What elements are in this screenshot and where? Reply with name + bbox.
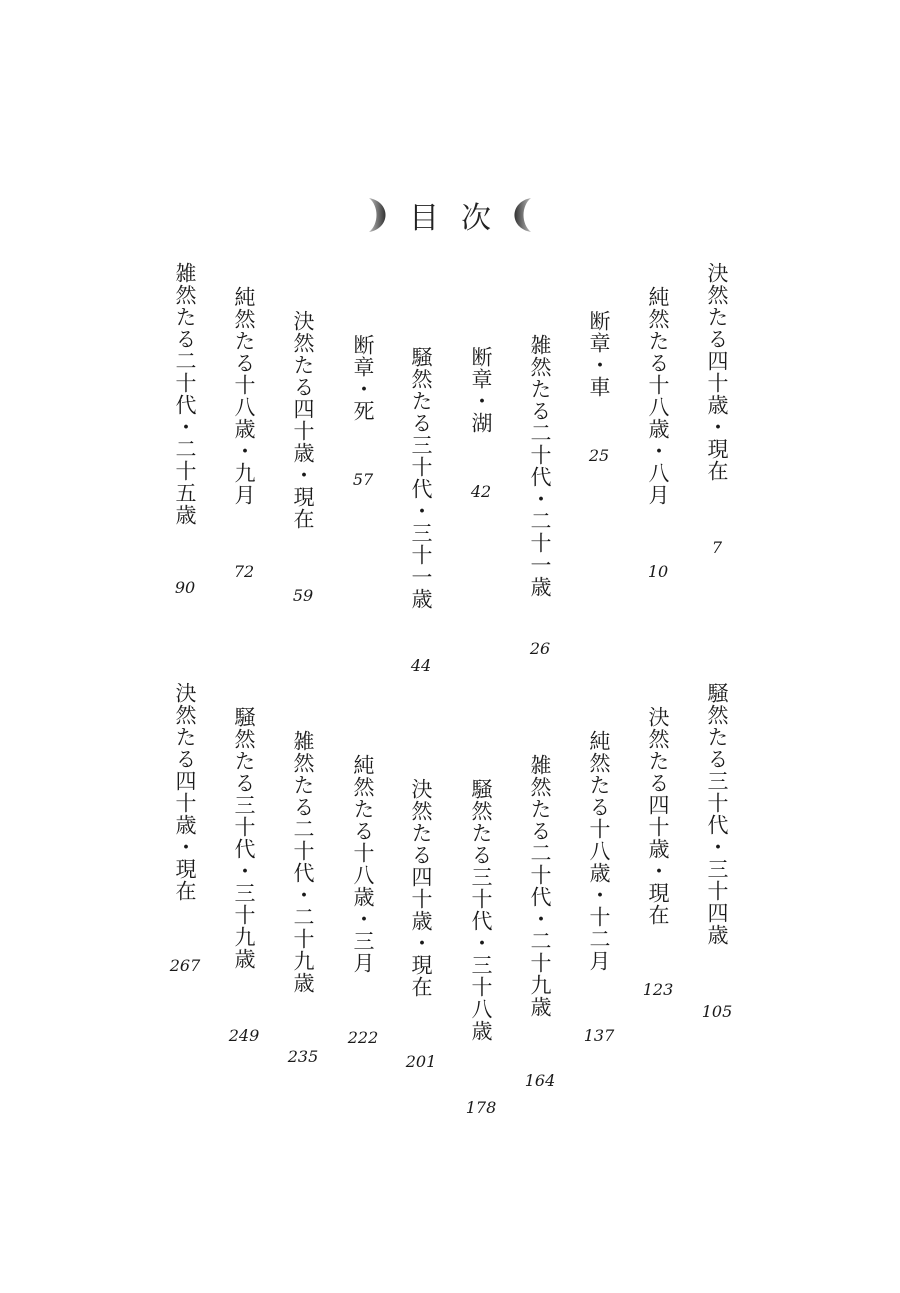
toc-entry-page: 235 bbox=[287, 1047, 319, 1066]
toc-entry[interactable] bbox=[638, 706, 678, 999]
toc-entry[interactable] bbox=[697, 682, 737, 1021]
toc-entry[interactable] bbox=[224, 706, 264, 1045]
toc-entry[interactable] bbox=[401, 778, 441, 1071]
toc-entry-page: 267 bbox=[169, 956, 201, 975]
toc-entry-page: 7 bbox=[711, 538, 723, 557]
toc-entry-page: 72 bbox=[233, 562, 255, 581]
toc-entry-title: 純然たる十八歳・十二月 bbox=[587, 730, 611, 972]
toc-entry-title: 決然たる四十歳・現在 bbox=[409, 778, 433, 998]
toc-entry-title: 断章・車 bbox=[587, 310, 611, 398]
toc-entry[interactable] bbox=[401, 346, 441, 675]
toc-entry-page: 25 bbox=[588, 446, 610, 465]
toc-entry[interactable] bbox=[343, 754, 383, 1047]
toc-entry-title: 決然たる四十歳・現在 bbox=[646, 706, 670, 926]
toc-entry-page: 222 bbox=[347, 1028, 379, 1047]
toc-entry-page: 10 bbox=[647, 562, 669, 581]
toc-entry[interactable] bbox=[224, 286, 264, 581]
toc-entry-page: 137 bbox=[583, 1026, 615, 1045]
toc-entry[interactable] bbox=[165, 682, 205, 975]
toc-entry[interactable] bbox=[579, 310, 619, 465]
toc-entry-title: 雑然たる二十代・二十九歳 bbox=[528, 754, 552, 1018]
toc-entry[interactable] bbox=[520, 334, 560, 658]
toc-entry-page: 249 bbox=[228, 1026, 260, 1045]
toc-entry-title: 純然たる十八歳・三月 bbox=[351, 754, 375, 974]
toc-entry-page: 44 bbox=[410, 656, 432, 675]
toc-entry-title: 純然たる十八歳・八月 bbox=[646, 286, 670, 506]
toc-entry[interactable] bbox=[520, 754, 560, 1090]
toc-entry-title: 純然たる十八歳・九月 bbox=[232, 286, 256, 506]
toc-entry-title: 決然たる四十歳・現在 bbox=[173, 682, 197, 902]
toc-entry[interactable] bbox=[283, 730, 323, 1066]
toc-entry-page: 42 bbox=[470, 482, 492, 501]
toc-entry-title: 騒然たる三十代・三十四歳 bbox=[705, 682, 729, 946]
toc-entry-page: 164 bbox=[524, 1071, 556, 1090]
toc-entry[interactable] bbox=[165, 262, 205, 597]
toc-entry-title: 断章・死 bbox=[351, 334, 375, 422]
toc-entry[interactable] bbox=[697, 262, 737, 557]
toc-entry-title: 断章・湖 bbox=[469, 346, 493, 434]
toc-entry-title: 決然たる四十歳・現在 bbox=[291, 310, 315, 530]
toc-entry-page: 59 bbox=[292, 586, 314, 605]
toc-entry-page: 201 bbox=[405, 1052, 437, 1071]
toc-entry-page: 26 bbox=[529, 639, 551, 658]
toc-entry-title: 雑然たる二十代・二十一歳 bbox=[528, 334, 552, 598]
toc-entry-page: 90 bbox=[174, 578, 196, 597]
toc-entry[interactable] bbox=[283, 310, 323, 605]
toc-entry[interactable] bbox=[461, 778, 501, 1117]
toc-entry-title: 騒然たる三十代・三十一歳 bbox=[409, 346, 433, 610]
toc-entry[interactable] bbox=[343, 334, 383, 489]
toc-entry[interactable] bbox=[638, 286, 678, 581]
toc-entry-page: 123 bbox=[642, 980, 674, 999]
toc-entry-page: 57 bbox=[352, 470, 374, 489]
toc-entry[interactable] bbox=[461, 346, 501, 501]
toc-entry-title: 雑然たる二十代・二十九歳 bbox=[291, 730, 315, 994]
toc-entry-title: 雑然たる二十代・二十五歳 bbox=[173, 262, 197, 526]
toc-entry-title: 騒然たる三十代・三十八歳 bbox=[469, 778, 493, 1042]
toc-entry[interactable] bbox=[579, 730, 619, 1045]
toc-entry-page: 105 bbox=[701, 1002, 733, 1021]
toc-entry-title: 騒然たる三十代・三十九歳 bbox=[232, 706, 256, 970]
toc-entry-page: 178 bbox=[465, 1098, 497, 1117]
page-title: 目次 bbox=[409, 201, 513, 236]
toc-entry-title: 決然たる四十歳・現在 bbox=[705, 262, 729, 482]
